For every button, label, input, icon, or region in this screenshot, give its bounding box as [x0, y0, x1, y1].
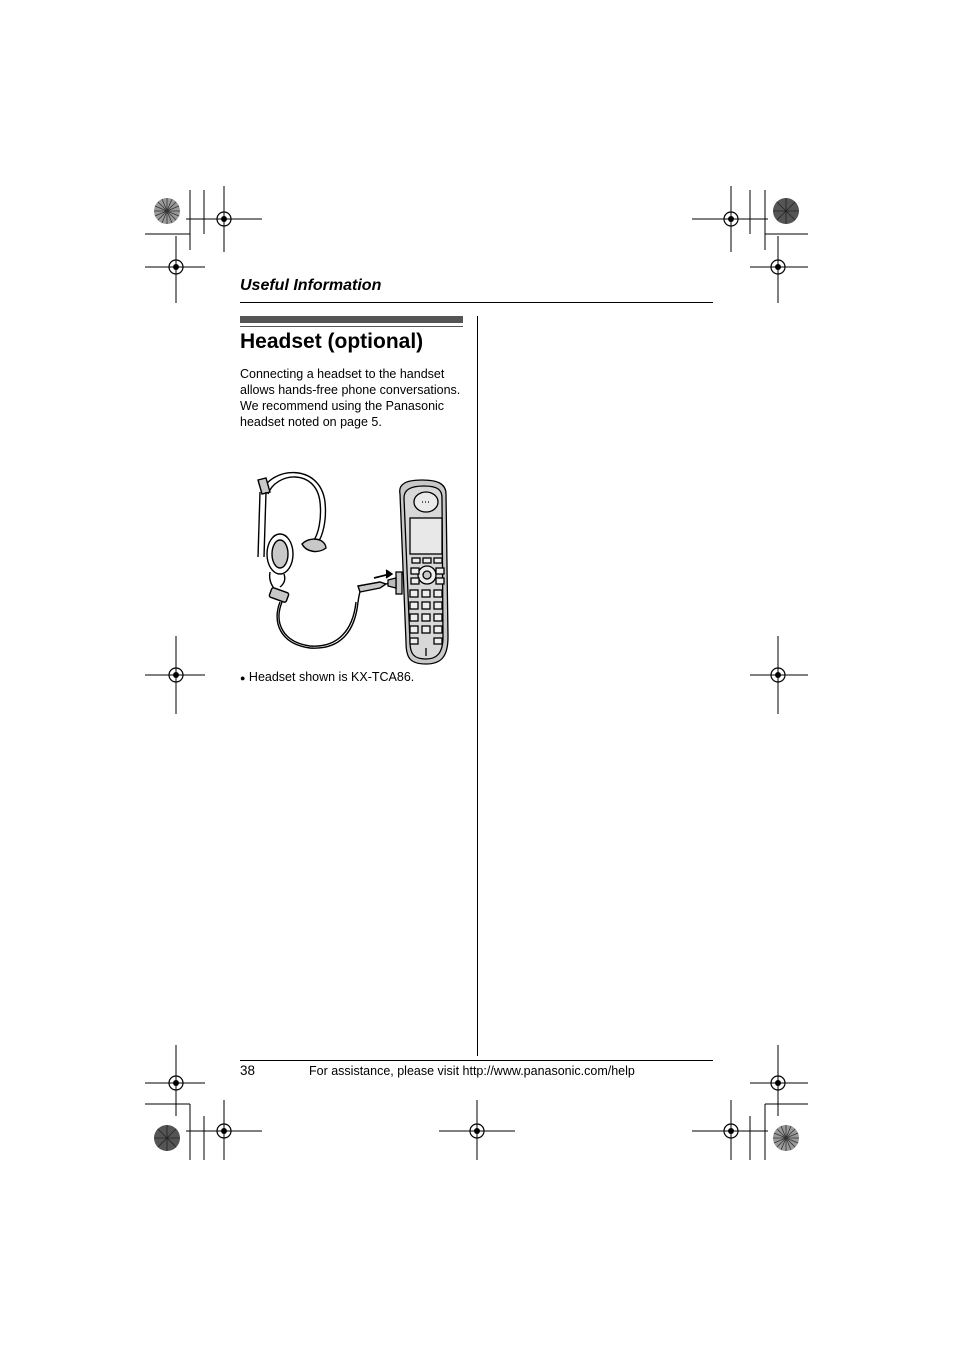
title-bar — [240, 316, 463, 323]
note-bullet — [240, 669, 414, 686]
intro-paragraph: Connecting a headset to the handset allows hands-free phone conversations. We recommend using the Panasonic headset noted on page 5. — [240, 367, 461, 429]
column-divider — [477, 316, 478, 1056]
footer-rule — [240, 1060, 713, 1061]
headset-illustration — [258, 473, 394, 649]
page-title: Headset (optional) — [240, 330, 424, 353]
handset-illustration — [388, 480, 448, 664]
title-rule — [240, 326, 463, 327]
headset-handset-illustration — [240, 462, 460, 667]
note-text: Headset shown is KX-TCA86. — [248, 670, 415, 684]
footer-assistance-text: For assistance, please visit http://www.panasonic.com/help — [309, 1064, 635, 1078]
bullet-marker: ● — [240, 673, 246, 683]
page-number: 38 — [240, 1063, 256, 1078]
section-label: Useful Information — [240, 277, 382, 294]
header-rule — [240, 302, 713, 303]
